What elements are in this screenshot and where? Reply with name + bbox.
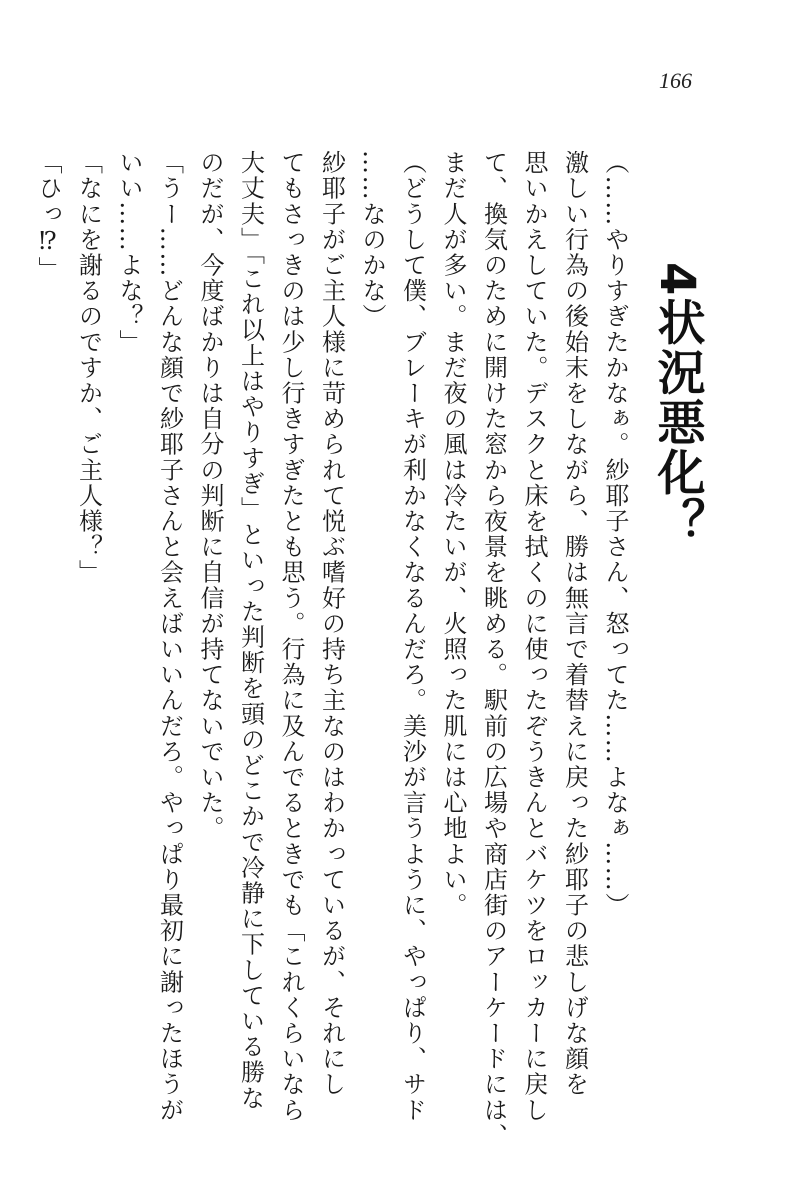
text-line: のだが、今度ばかりは自分の判断に自信が持てないでいた。 — [196, 150, 224, 842]
body-text — [34, 150, 635, 1160]
text-line: 激しい行為の後始末をしながら、勝は無言で着替えに戻った紗耶子の悲しげな顔を — [560, 150, 589, 1098]
text-line: て、換気のために開けた窓から夜景を眺める。駅前の広場や商店街のアーケードには、 — [479, 150, 508, 1149]
chapter-heading — [642, 262, 712, 547]
text-line: 「うー……どんな顔で紗耶子さんと会えばいいんだろ。やっぱり最初に謝ったほうが — [155, 150, 184, 1123]
chapter-title: 状況悪化？ — [649, 297, 705, 548]
text-line: 思いかえしていた。デスクと床を拭くのに使ったぞうきんとバケツをロッカーに戻し — [520, 150, 548, 1123]
text-line: ……なのかな） — [358, 150, 386, 330]
text-line: てもさっきのは少し行きすぎたとも思う。行為に及んでるときでも「これくらいなら — [277, 150, 305, 1123]
text-line: 紗耶子がご主人様に苛められて悦ぶ嗜好の持ち主なのはわかっているが、それにし — [317, 150, 346, 1098]
text-line: （……やりすぎたかなぁ。紗耶子さん、怒ってた……よなぁ……） — [601, 150, 629, 918]
text-line: 「ひっ⁉」 — [34, 150, 62, 282]
page-number: 166 — [659, 68, 692, 93]
text-line: まだ人が多い。まだ夜の風は冷たいが、火照った肌には心地よい。 — [439, 150, 467, 918]
text-line: （どうして僕、ブレーキが利かなくなるんだろ。美沙が言うように、やっぱり、サド — [398, 150, 427, 1123]
text-line: いい……よな？」 — [115, 150, 143, 355]
text-line: 「なにを謝るのですか、ご主人様？」 — [74, 150, 103, 586]
chapter-number: 4 — [649, 262, 705, 298]
text-line: 大丈夫」「これ以上はやりすぎ」といった判断を頭のどこかで冷静に下している勝な — [236, 150, 265, 1111]
